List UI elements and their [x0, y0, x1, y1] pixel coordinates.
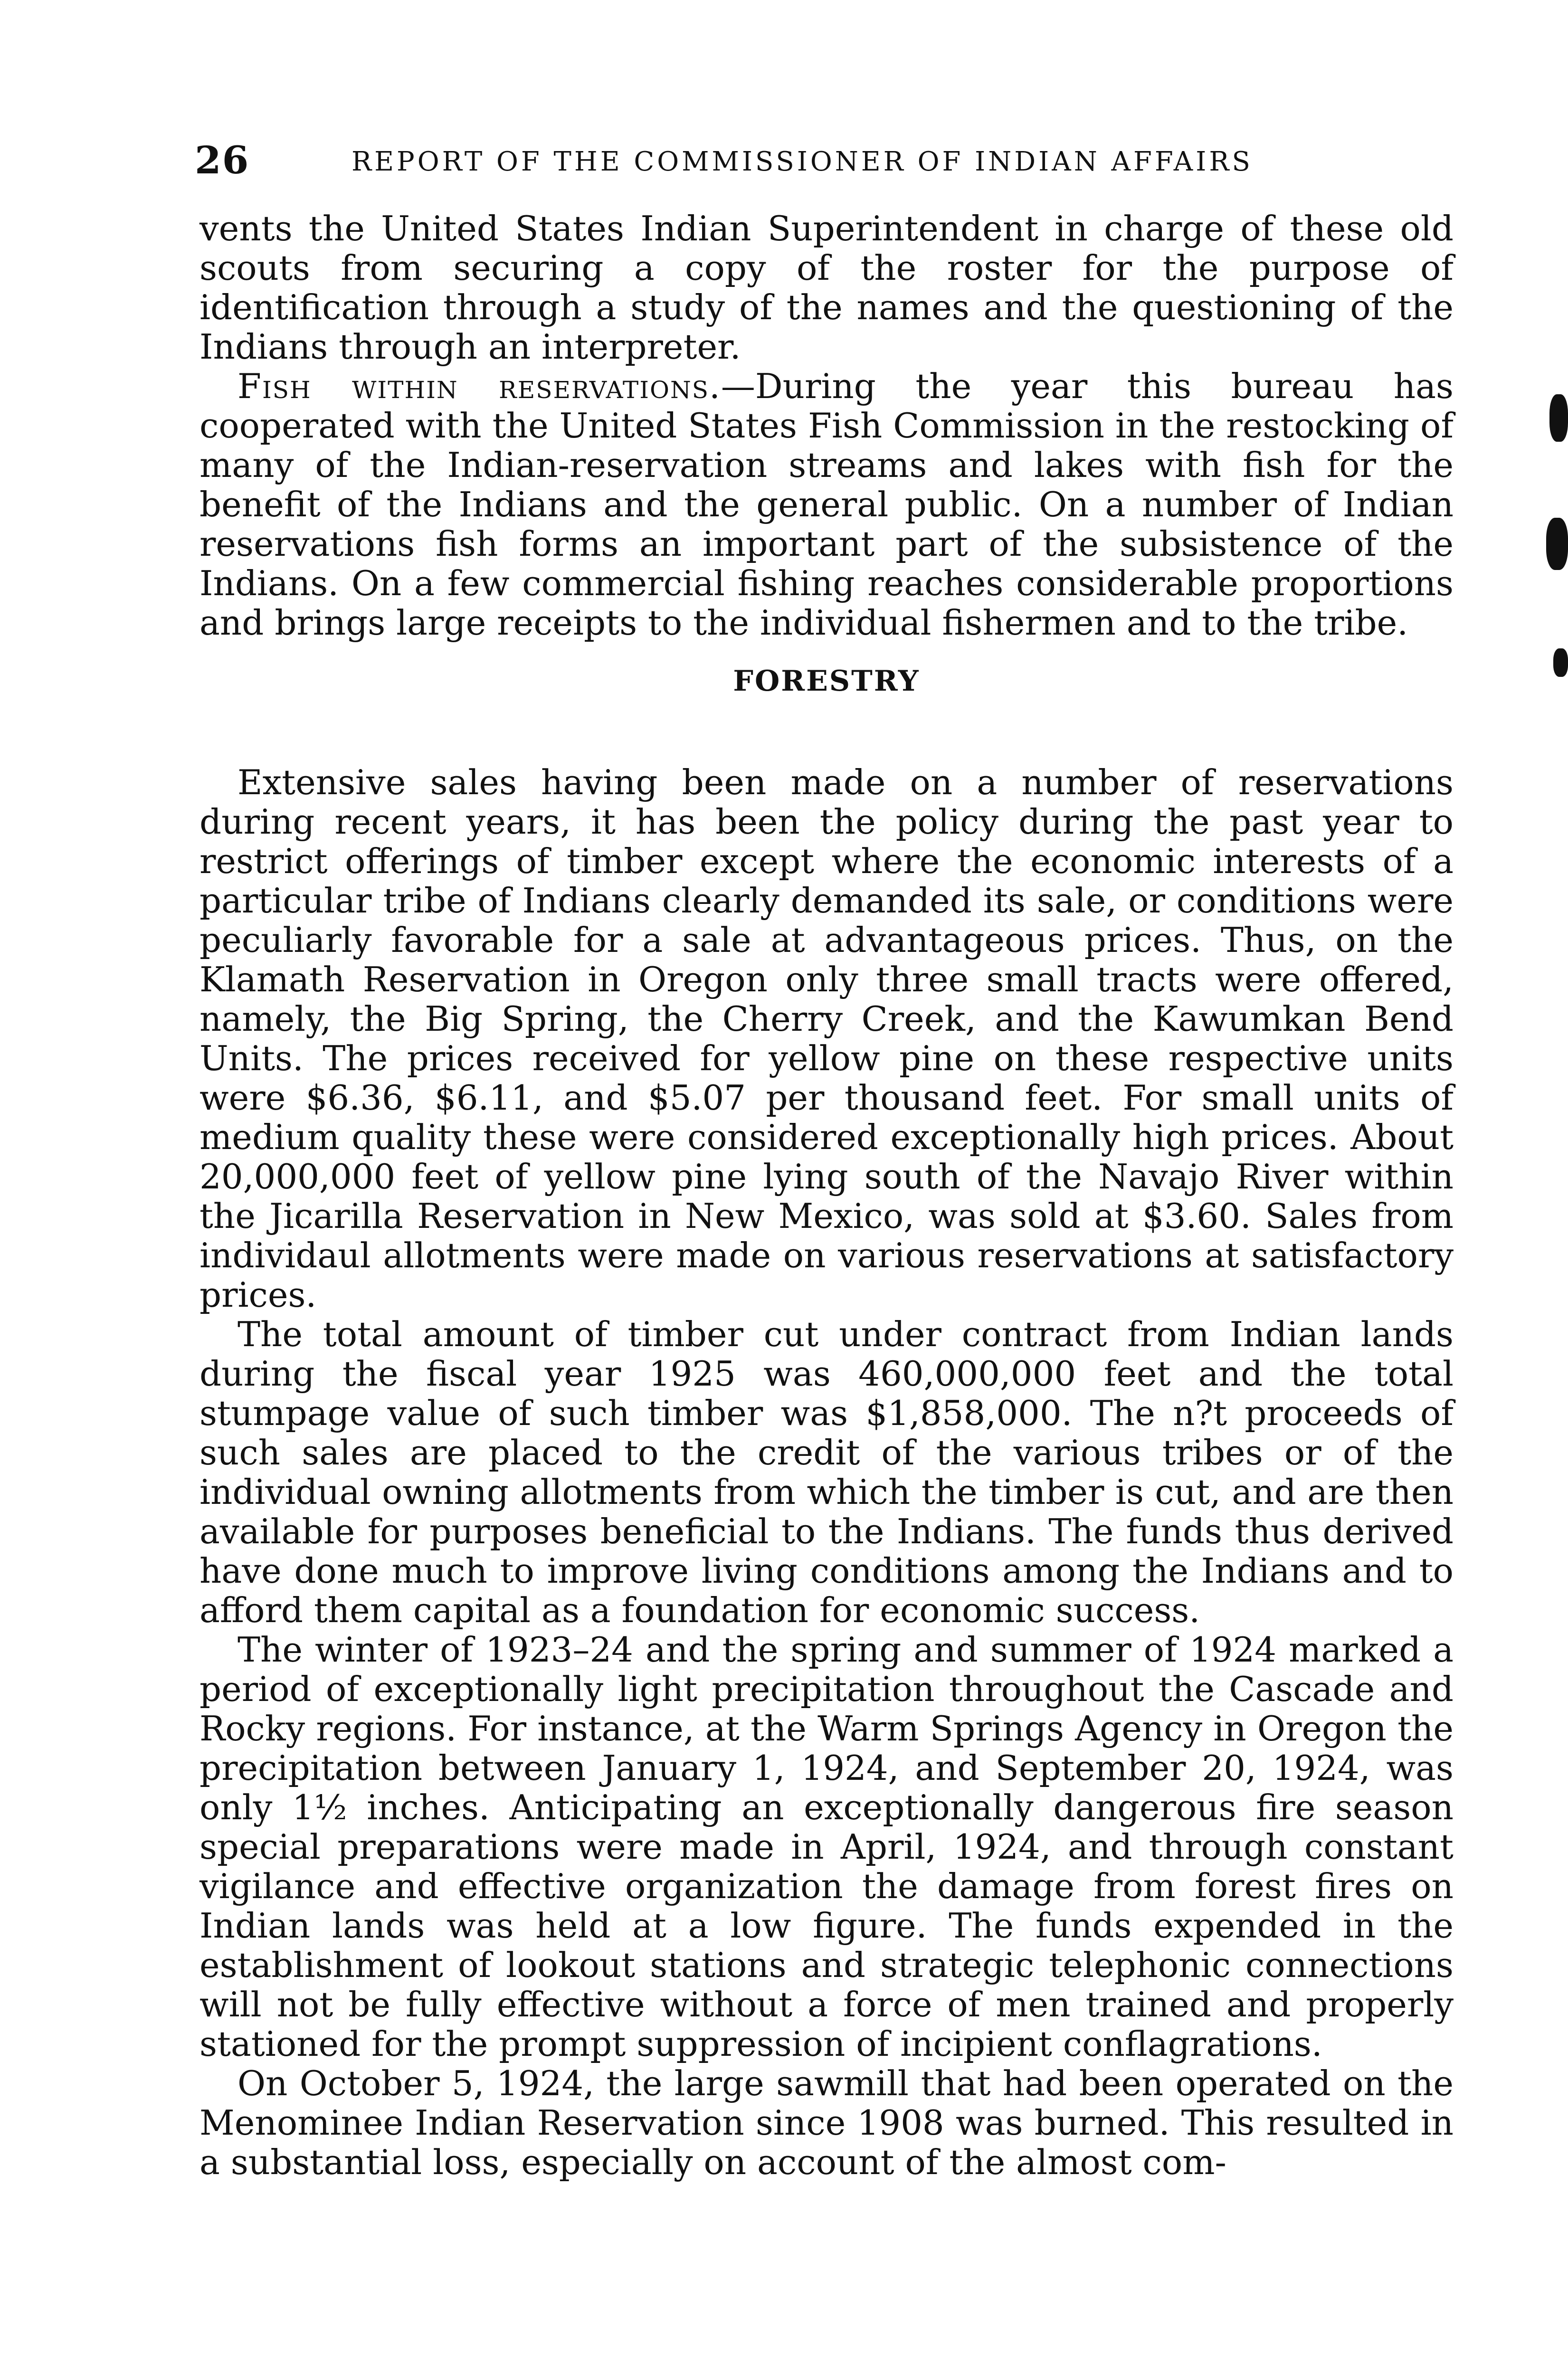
- page-header: [195, 138, 1454, 195]
- running-head: REPORT OF THE COMMISSIONER OF INDIAN AFFAIRS: [352, 146, 1253, 177]
- paragraph-continued: vents the United States Indian Superintendent in charge of these old scouts from securing a copy of the roster for the purpose of identification through a study of the names and the questioning of the Indians through an interpreter.: [200, 209, 1454, 367]
- section-heading: FORESTRY: [733, 665, 920, 698]
- paragraph-sales: Extensive sales having been made on a number of reservations during recent years, it has been the policy during the past year to restrict offerings of timber except where the economic interests of a particular tribe of Indians clearly demanded its sale, or conditions were peculiarly favorable for a sale at advantageous prices. Thus, on the Klamath Reservation in Oregon only three small tracts were offered, namely, the Big Spring, the Cherry Creek, and the Kawumkan Bend Units. The prices received for yellow pine on these respective units were $6.36, $6.11, and $5.07 per thousand feet. For small units of medium quality these were considered exceptionally high prices. About 20,000,000 feet of yellow pine lying south of the Navajo River within the Jicarilla Reservation in New Mexico, was sold at $3.60. Sales from individaul allotments were made on various reservations at satisfactory prices.: [200, 762, 1454, 1315]
- scan-edge-mark: [1549, 394, 1568, 442]
- paragraph-lead: Fish within reservations.: [238, 366, 721, 406]
- paragraph-sawmill: On October 5, 1924, the large sawmill that had been operated on the Menominee Indian Reservation since 1908 was burned. This resulted in a substantial loss, especially on account of the almost com-: [200, 2063, 1454, 2182]
- paragraph-precipitation: The winter of 1923–24 and the spring and summer of 1924 marked a period of exceptionally light precipitation throughout the Cascade and Rocky regions. For instance, at the Warm Springs Agency in Oregon the precipitation between January 1, 1924, and September 20, 1924, was only 1½ inches. Anticipating an exceptionally dangerous fire season special preparations were made in April, 1924, and through constant vigilance and effective organization the damage from forest fires on Indian lands was held at a low figure. The funds expended in the establishment of lookout stations and strategic telephonic connections will not be fully effective without a force of men trained and properly stationed for the prompt suppression of incipient conflagrations.: [200, 1630, 1454, 2064]
- body-text: [200, 209, 1454, 2182]
- scan-edge-mark: [1553, 648, 1568, 677]
- paragraph-timber-cut: The total amount of timber cut under contract from Indian lands during the fiscal year 1925 was 460,000,000 feet and the total stumpage value of such timber was $1,858,000. The n?t proceeds of such sales are placed to the credit of the various tribes or of the individual owning allotments from which the timber is cut, and are then available for purposes beneficial to the Indians. The funds thus derived have done much to improve living conditions among the Indians and to afford them capital as a foundation for economic success.: [200, 1314, 1454, 1630]
- paragraph-text: —During the year this bureau has cooperated with the United States Fish Commission in the restocking of many of the Indian-reservation streams and lakes with fish for the benefit of the Indians and the general public. On a number of Indian reservations fish forms an important part of the subsistence of the Indians. On a few commercial fishing reaches considerable proportions and brings large receipts to the individual fishermen and to the tribe.: [200, 366, 1454, 643]
- scan-edge-mark: [1546, 518, 1568, 570]
- page-number: 26: [195, 138, 250, 182]
- paragraph-fish: [200, 367, 1454, 643]
